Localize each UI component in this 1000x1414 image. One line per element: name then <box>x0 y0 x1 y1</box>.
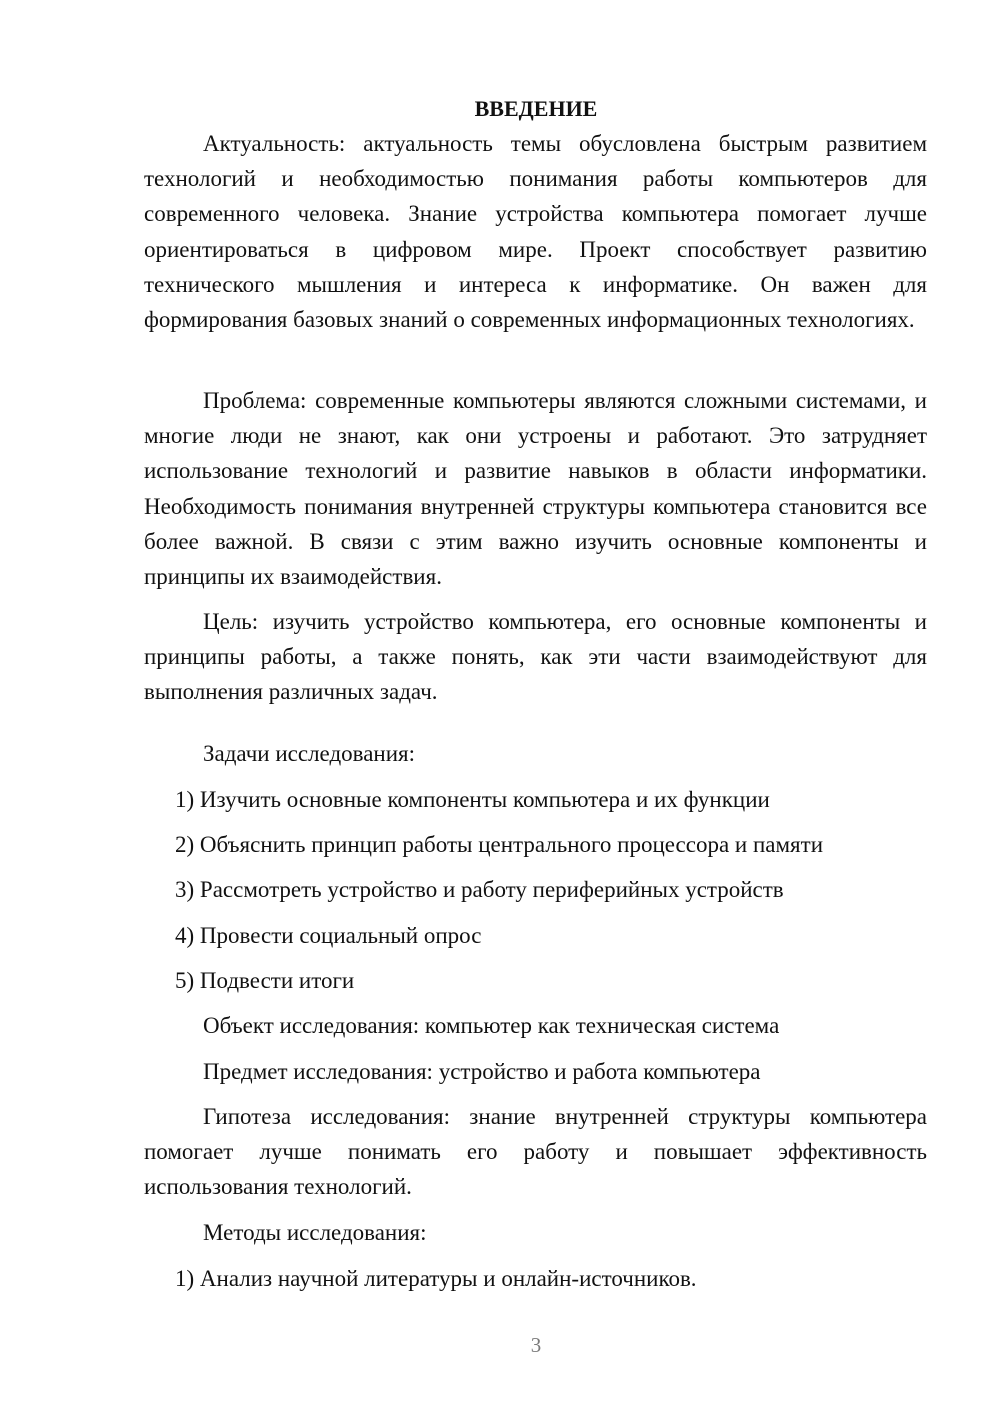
goal-paragraph: Цель: изучить устройство компьютера, его основные компоненты и принципы работы, а также понять, как эти части взаимодействуют для выполнения различных задач. <box>144 609 927 705</box>
task-item: 4) Провести социальный опрос <box>175 923 482 948</box>
research-object: Объект исследования: компьютер как техническая система <box>203 1013 780 1038</box>
methods-heading: Методы исследования: <box>203 1220 427 1245</box>
problem-paragraph: Проблема: современные компьютеры являются сложными системами, и многие люди не знают, как они устроены и работают. Это затрудняет использование технологий и развитие навыков в области информатики. Необходимость понимания внутренней структуры компьютера становится все более важной. В связи с этим важно изучить основные компоненты и принципы их взаимодействия. <box>144 388 927 590</box>
task-item: 3) Рассмотреть устройство и работу периферийных устройств <box>175 877 784 902</box>
page-title: ВВЕДЕНИЕ <box>474 96 598 121</box>
page-number: 3 <box>530 1333 542 1357</box>
task-item: 1) Изучить основные компоненты компьютера и их функции <box>175 787 770 812</box>
research-subject: Предмет исследования: устройство и работа компьютера <box>203 1059 761 1084</box>
task-item: 5) Подвести итоги <box>175 968 355 993</box>
hypothesis-paragraph: Гипотеза исследования: знание внутренней структуры компьютера помогает лучше понимать его работу и повышает эффективность использования технологий. <box>144 1104 927 1200</box>
task-item: 2) Объяснить принцип работы центрального процессора и памяти <box>175 832 823 857</box>
method-item: 1) Анализ научной литературы и онлайн-источников. <box>175 1266 697 1291</box>
relevance-paragraph: Актуальность: актуальность темы обусловлена быстрым развитием технологий и необходимостью понимания работы компьютеров для современного человека. Знание устройства компьютера помогает лучше ориентироваться в цифровом мире. Проект способствует развитию технического мышления и интереса к информатике. Он важен для формирования базовых знаний о современных информационных технологиях. <box>144 131 927 333</box>
tasks-heading: Задачи исследования: <box>203 741 416 766</box>
